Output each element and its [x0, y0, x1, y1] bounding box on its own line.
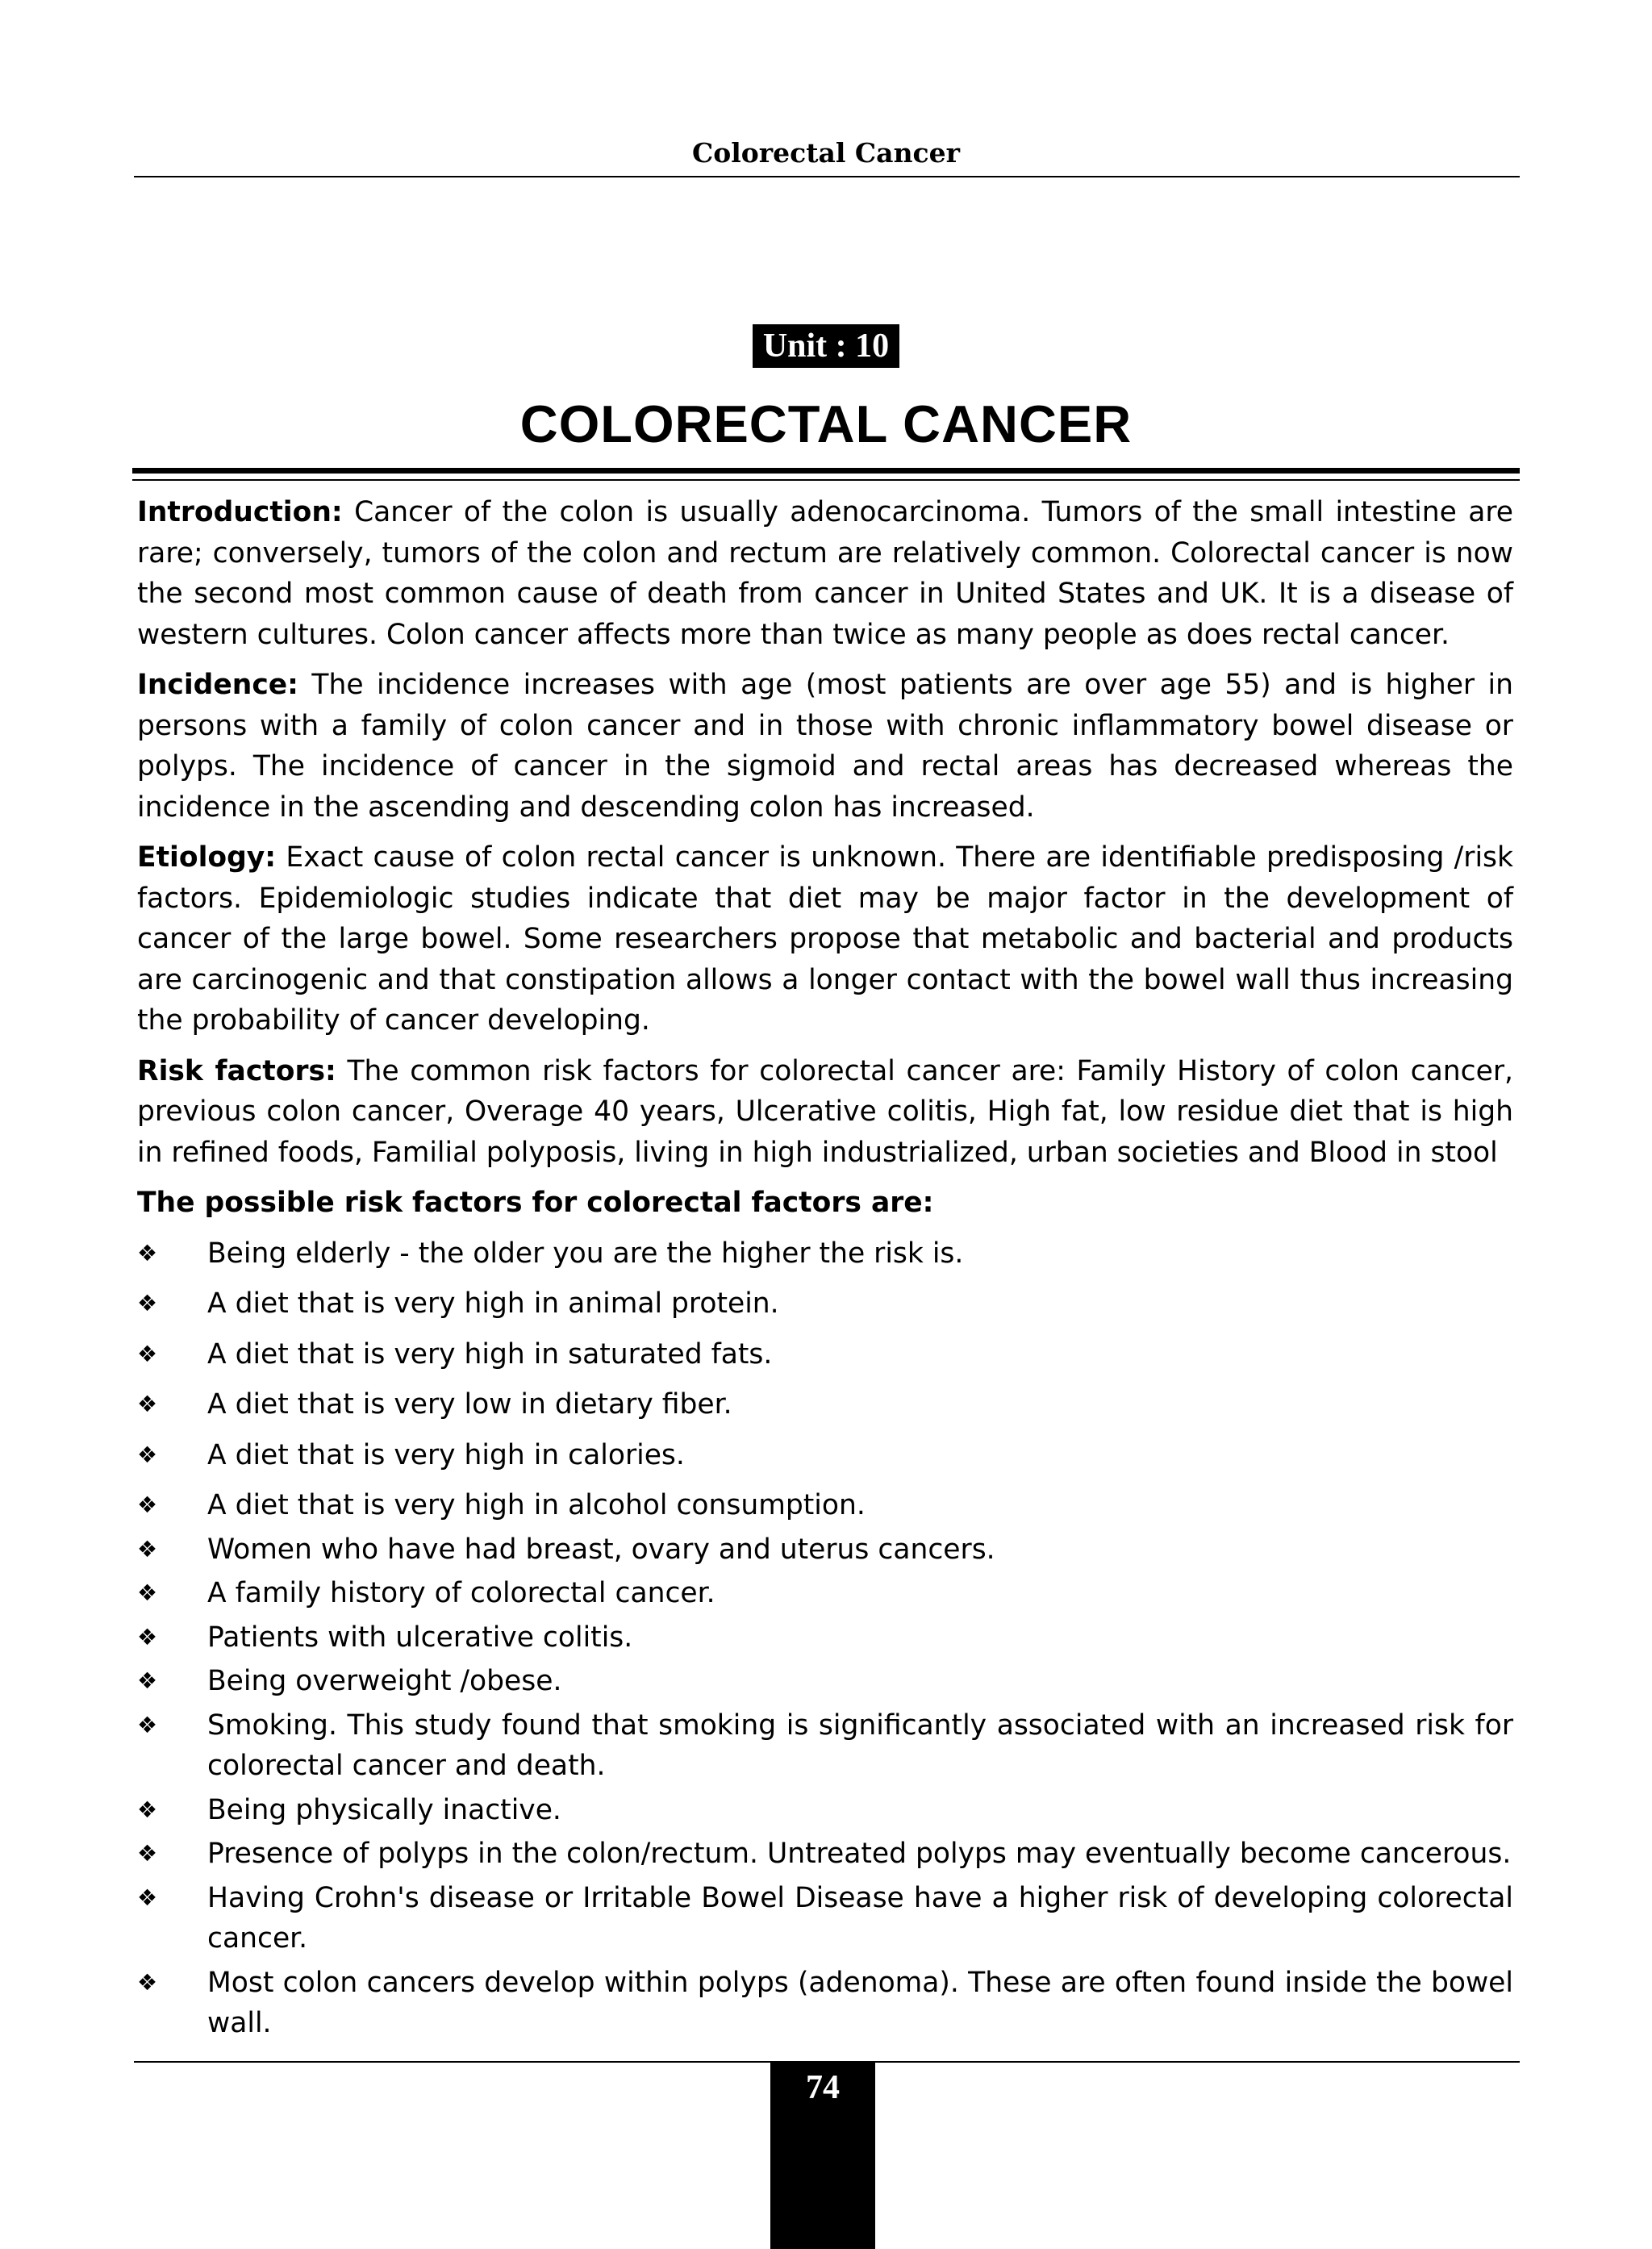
chapter-title: COLORECTAL CANCER: [519, 394, 1133, 453]
list-item: [137, 1790, 1513, 1831]
etiology-label: Etiology:: [137, 841, 277, 874]
list-item-text: A diet that is very high in saturated fats.: [207, 1337, 773, 1371]
list-item: [137, 1661, 1513, 1702]
list-item: [137, 1834, 1513, 1875]
running-header-title: Colorectal Cancer: [691, 137, 961, 169]
list-item: [137, 1283, 1513, 1325]
list-item-text: A diet that is very low in dietary fiber.: [207, 1388, 732, 1421]
risk-factors-text: The common risk factors for colorectal cancer are: Family History of colon cancer, previous colon cancer, Overage 40 years, Ulcerative colitis, High fat, low residue diet that is high in refined foods, Familial polyposis, living in high industrialized, urban societies and Blood in stool: [137, 1054, 1513, 1169]
introduction-paragraph: [137, 492, 1513, 655]
title-divider-thin: [132, 479, 1520, 481]
list-item-text: A diet that is very high in alcohol consumption.: [207, 1489, 866, 1521]
list-item-text: A family history of colorectal cancer.: [207, 1577, 715, 1609]
list-item: [137, 1963, 1513, 2044]
list-item: [137, 1617, 1513, 1659]
list-item: [137, 1435, 1513, 1476]
diamond-bullet-icon: ❖: [137, 1239, 158, 1266]
diamond-bullet-icon: ❖: [137, 1535, 158, 1563]
title-divider-thick: [132, 468, 1520, 474]
list-item-text: Women who have had breast, ovary and uterus cancers.: [207, 1533, 995, 1566]
risk-factors-paragraph: [137, 1051, 1513, 1174]
diamond-bullet-icon: ❖: [137, 1441, 158, 1468]
risk-factors-label: Risk factors:: [137, 1054, 336, 1087]
list-item: [137, 1384, 1513, 1425]
list-item-text: A diet that is very high in animal protein.: [207, 1287, 779, 1320]
incidence-paragraph: [137, 665, 1513, 828]
diamond-bullet-icon: ❖: [137, 1796, 158, 1823]
page-number: 74: [806, 2069, 840, 2106]
list-item-text: Being elderly - the older you are the higher the risk is.: [207, 1237, 964, 1270]
etiology-text: Exact cause of colon rectal cancer is unknown. There are identifiable predisposing /risk factors. Epidemiologic studies indicate that diet may be major factor in the development of cancer of the large bowel. Some researchers propose that metabolic and bacterial and products are carcinogenic and that constipation allows a longer contact with the bowel wall thus increasing the probability of cancer developing.: [137, 841, 1513, 1037]
diamond-bullet-icon: ❖: [137, 1884, 158, 1911]
list-item: [137, 1573, 1513, 1614]
list-item-text: Having Crohn's disease or Irritable Bowel Disease have a higher risk of developing colorectal cancer.: [207, 1881, 1513, 1955]
list-item-text: Most colon cancers develop within polyps (adenoma). These are often found inside the bowel wall.: [207, 1966, 1513, 2039]
header-divider: [134, 176, 1520, 177]
list-item-text: Being physically inactive.: [207, 1793, 561, 1826]
introduction-text: Cancer of the colon is usually adenocarcinoma. Tumors of the small intestine are rare; conversely, tumors of the colon and rectum are relatively common. Colorectal cancer is now the second most common cause of death from cancer in United States and UK. It is a disease of western cultures. Colon cancer affects more than twice as many people as does rectal cancer.: [137, 496, 1513, 651]
body-text: [137, 492, 1513, 2047]
diamond-bullet-icon: ❖: [137, 1391, 158, 1417]
incidence-text: The incidence increases with age (most patients are over age 55) and is higher in persons with a family of colon cancer and in those with chronic inflammatory bowel disease or polyps. The incidence of cancer in the sigmoid and rectal areas has decreased whereas the incidence in the ascending and descending colon has increased.: [137, 669, 1513, 824]
unit-label: Unit : 10: [753, 324, 899, 368]
list-item: [137, 1233, 1513, 1275]
possible-risks-heading: The possible risk factors for colorectal factors are:: [137, 1187, 934, 1219]
diamond-bullet-icon: ❖: [137, 1579, 158, 1606]
diamond-bullet-icon: ❖: [137, 1340, 158, 1367]
diamond-bullet-icon: ❖: [137, 1623, 158, 1650]
list-item: [137, 1529, 1513, 1571]
diamond-bullet-icon: ❖: [137, 1711, 158, 1738]
incidence-label: Incidence:: [137, 669, 298, 701]
list-item-text: Presence of polyps in the colon/rectum. Untreated polyps may eventually become cancerous.: [207, 1838, 1512, 1870]
diamond-bullet-icon: ❖: [137, 1492, 158, 1518]
list-item-text: Smoking. This study found that smoking is significantly associated with an increased risk for colorectal cancer and death.: [207, 1709, 1513, 1782]
list-item: [137, 1705, 1513, 1787]
diamond-bullet-icon: ❖: [137, 1840, 158, 1867]
diamond-bullet-icon: ❖: [137, 1667, 158, 1694]
list-item: [137, 1334, 1513, 1375]
list-item: [137, 1878, 1513, 1959]
diamond-bullet-icon: ❖: [137, 1968, 158, 1996]
list-item: [137, 1485, 1513, 1526]
etiology-paragraph: [137, 837, 1513, 1041]
list-item-text: Patients with ulcerative colitis.: [207, 1621, 633, 1654]
diamond-bullet-icon: ❖: [137, 1290, 158, 1316]
list-item-text: Being overweight /obese.: [207, 1665, 562, 1697]
list-item-text: A diet that is very high in calories.: [207, 1438, 685, 1471]
possible-risks-list: [137, 1233, 1513, 2044]
introduction-label: Introduction:: [137, 496, 343, 528]
